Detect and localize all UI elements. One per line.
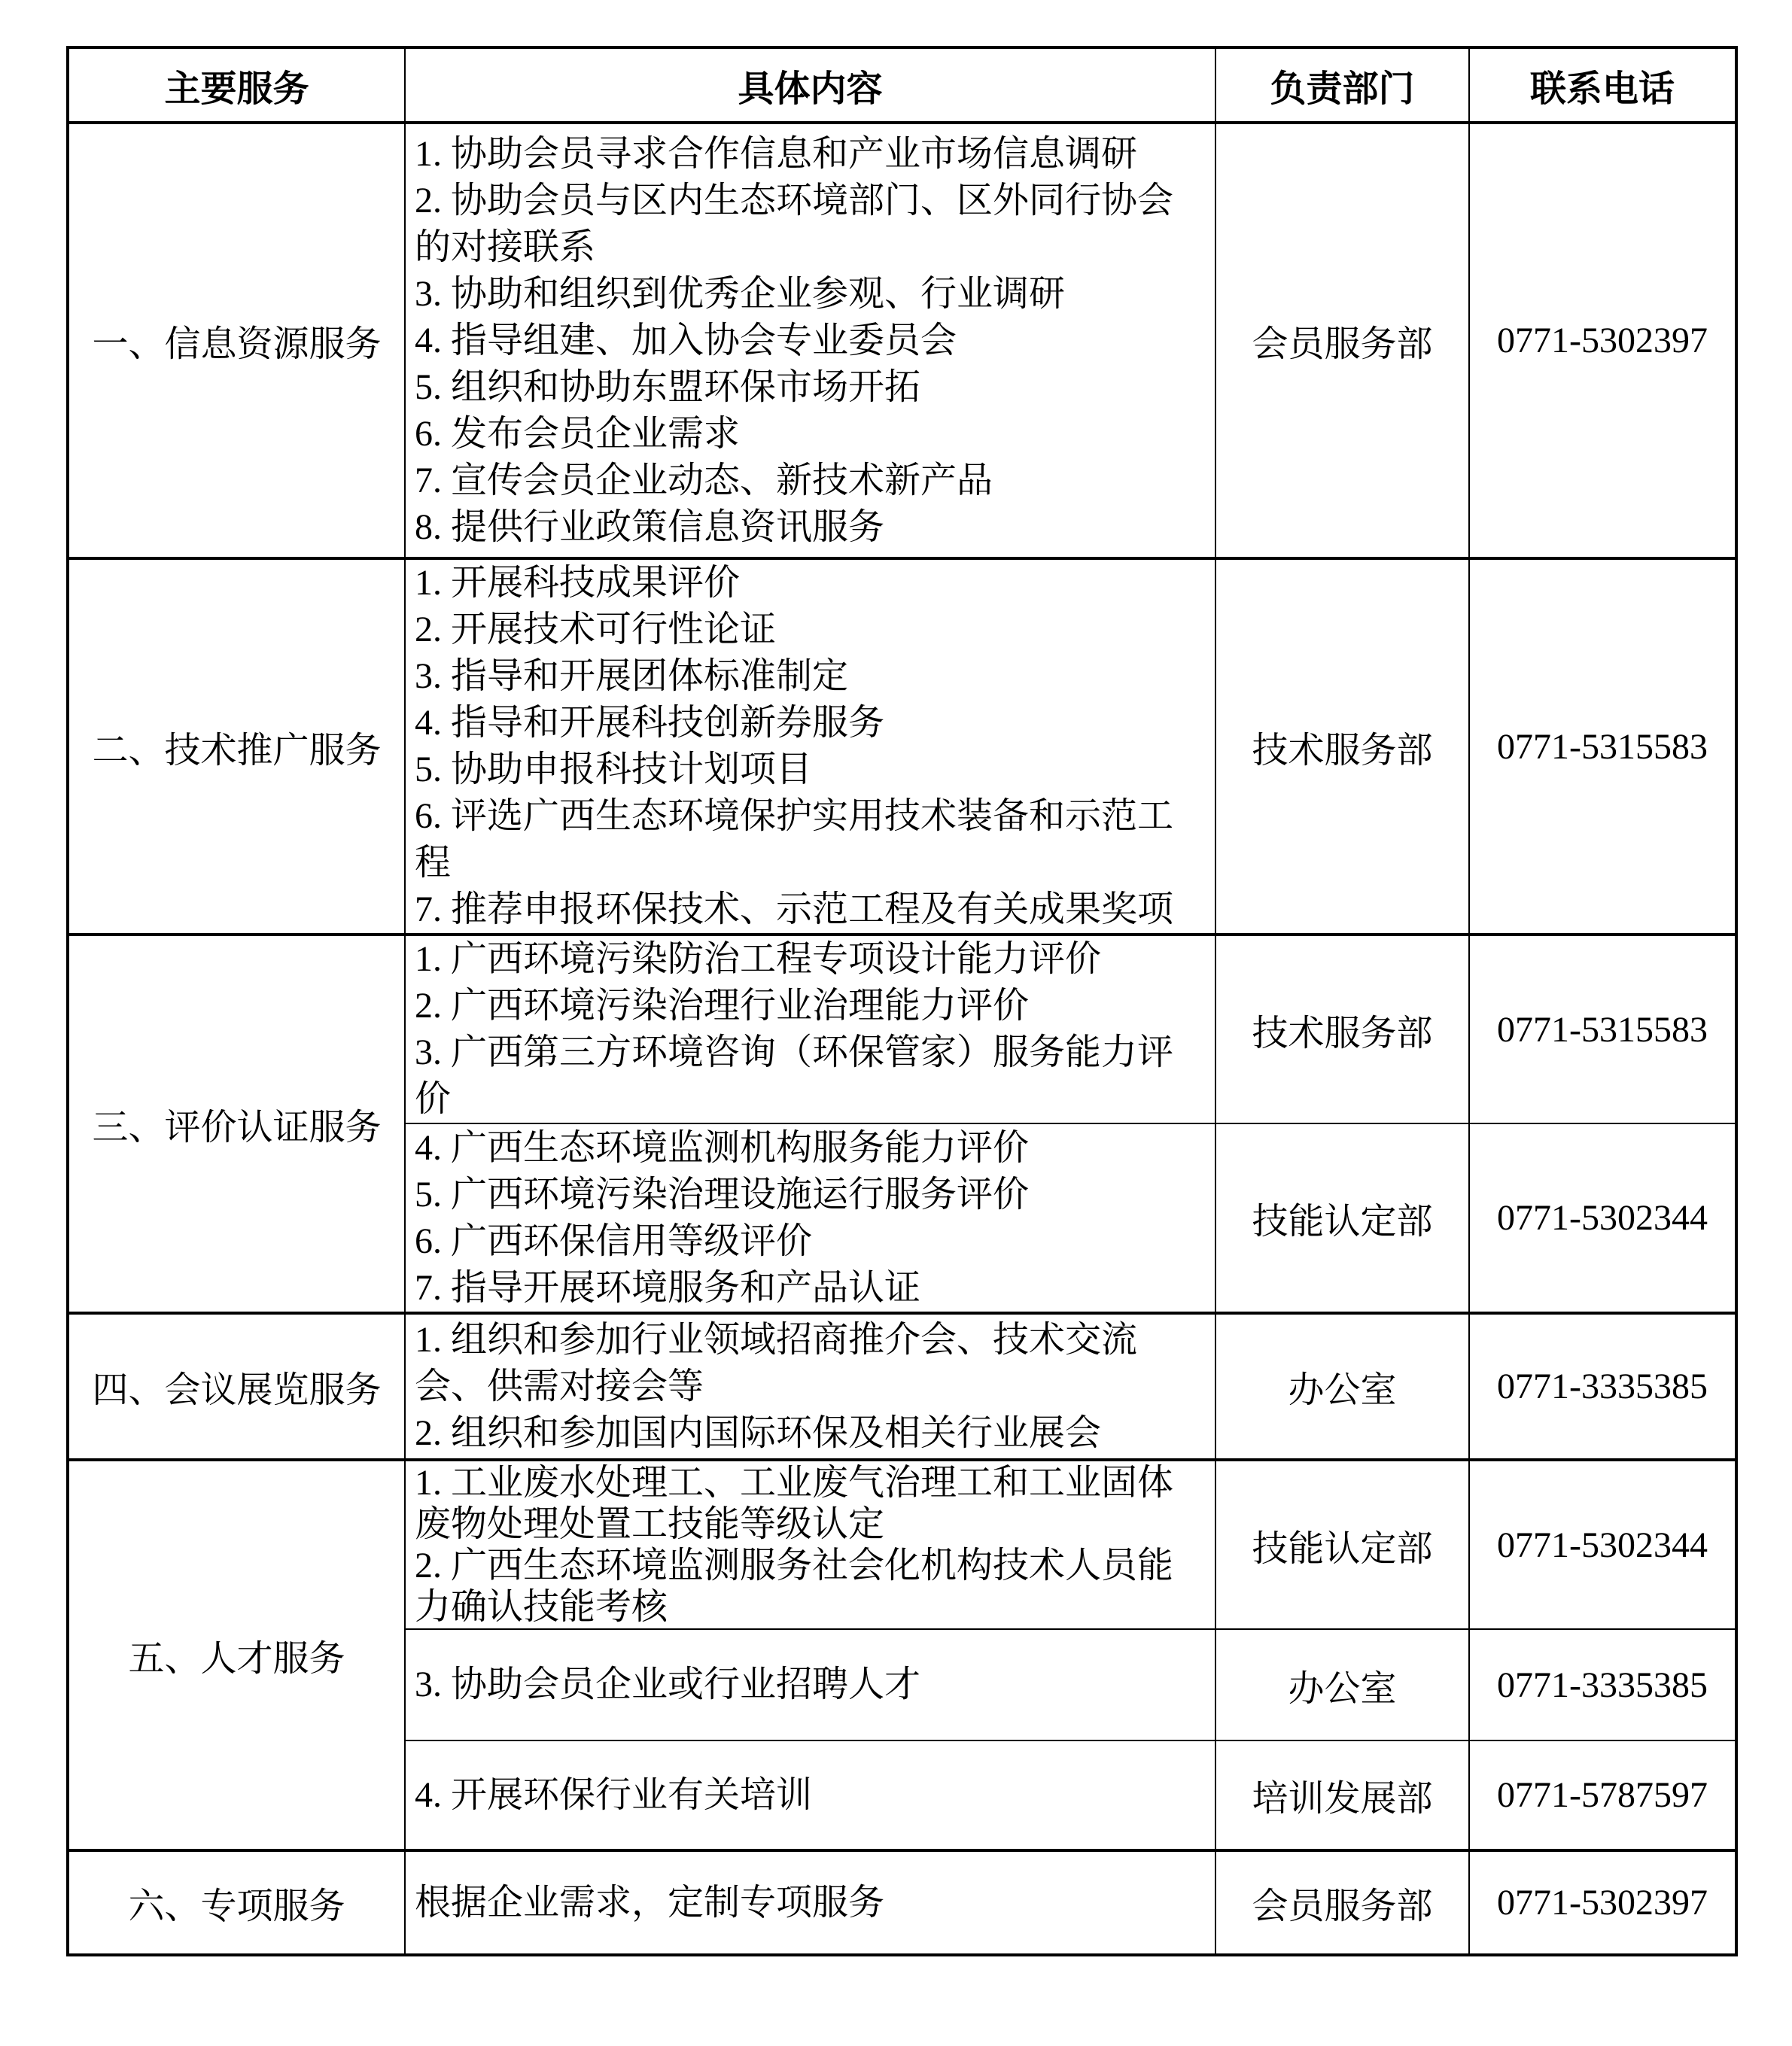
service-items [405,558,1215,935]
service-items [405,1740,1215,1850]
department: 培训发展部 [1215,1740,1469,1850]
header-row [68,47,1736,123]
phone-number: 0771-5302344 [1469,1460,1736,1629]
table-row [68,558,1736,935]
service-item: 1. 工业废水处理工、工业废气治理工和工业固体废物处理处置工技能等级认定 [415,1463,1174,1544]
column-header-details: 具体内容 [405,47,1215,123]
service-item: 3. 指导和开展团体标准制定 [415,656,849,696]
table-row [68,1313,1736,1460]
service-items [405,1629,1215,1740]
table-row [68,935,1736,1123]
department: 会员服务部 [1215,123,1469,558]
phone-number: 0771-5315583 [1469,935,1736,1123]
service-name: 六、专项服务 [68,1850,405,1955]
department: 会员服务部 [1215,1850,1469,1955]
service-item: 3. 协助会员企业或行业招聘人才 [415,1664,921,1704]
service-item: 4. 开展环保行业有关培训 [415,1774,813,1815]
service-item: 6. 评选广西生态环境保护实用技术装备和示范工程 [415,796,1174,883]
service-items [405,1123,1215,1313]
phone-number: 0771-5315583 [1469,558,1736,935]
service-item: 5. 协助申报科技计划项目 [415,749,813,789]
services-table [66,46,1738,1956]
service-name: 四、会议展览服务 [68,1313,405,1460]
phone-number: 0771-3335385 [1469,1313,1736,1460]
service-item: 1. 广西环境污染防治工程专项设计能力评价 [415,939,1102,979]
service-items [405,935,1215,1123]
service-item: 2. 协助会员与区内生态环境部门、区外同行协会的对接联系 [415,180,1174,267]
service-item: 1. 协助会员寻求合作信息和产业市场信息调研 [415,133,1138,174]
service-item: 7. 指导开展环境服务和产品认证 [415,1267,921,1308]
service-item: 4. 指导组建、加入协会专业委员会 [415,320,957,360]
service-item: 1. 组织和参加行业领域招商推介会、技术交流会、供需对接会等 [415,1319,1138,1406]
department: 办公室 [1215,1629,1469,1740]
phone-number: 0771-5302397 [1469,1850,1736,1955]
service-item: 2. 广西环境污染治理行业治理能力评价 [415,986,1030,1026]
service-items [405,123,1215,558]
service-item: 4. 广西生态环境监测机构服务能力评价 [415,1127,1030,1168]
department: 技术服务部 [1215,935,1469,1123]
service-item: 6. 广西环保信用等级评价 [415,1221,813,1261]
service-name: 三、评价认证服务 [68,935,405,1313]
service-items [405,1313,1215,1460]
service-items [405,1850,1215,1955]
table-row [68,1460,1736,1629]
service-item: 7. 宣传会员企业动态、新技术新产品 [415,460,993,500]
phone-number: 0771-3335385 [1469,1629,1736,1740]
service-item: 7. 推荐申报环保技术、示范工程及有关成果奖项 [415,889,1174,929]
service-name: 五、人才服务 [68,1460,405,1850]
service-item: 6. 发布会员企业需求 [415,413,741,454]
department: 技能认定部 [1215,1123,1469,1313]
column-header-phone: 联系电话 [1469,47,1736,123]
phone-number: 0771-5302344 [1469,1123,1736,1313]
table-row [68,123,1736,558]
phone-number: 0771-5302397 [1469,123,1736,558]
service-item: 8. 提供行业政策信息资讯服务 [415,506,885,547]
service-name: 二、技术推广服务 [68,558,405,935]
service-item: 5. 广西环境污染治理设施运行服务评价 [415,1174,1030,1215]
service-item: 4. 指导和开展科技创新券服务 [415,703,885,743]
phone-number: 0771-5787597 [1469,1740,1736,1850]
department: 技能认定部 [1215,1460,1469,1629]
column-header-department: 负责部门 [1215,47,1469,123]
service-item: 2. 开展技术可行性论证 [415,610,777,649]
service-item: 2. 广西生态环境监测服务社会化机构技术人员能力确认技能考核 [415,1546,1174,1627]
service-items [405,1460,1215,1629]
department: 办公室 [1215,1313,1469,1460]
service-item: 根据企业需求，定制专项服务 [415,1882,885,1923]
service-item: 3. 协助和组织到优秀企业参观、行业调研 [415,273,1066,314]
service-item: 3. 广西第三方环境咨询（环保管家）服务能力评价 [415,1032,1174,1119]
table-row [68,1850,1736,1955]
column-header-main-service: 主要服务 [68,47,405,123]
service-item: 2. 组织和参加国内国际环保及相关行业展会 [415,1412,1102,1453]
department: 技术服务部 [1215,558,1469,935]
service-name: 一、信息资源服务 [68,123,405,558]
service-item: 5. 组织和协助东盟环保市场开拓 [415,366,921,407]
service-item: 1. 开展科技成果评价 [415,563,741,603]
